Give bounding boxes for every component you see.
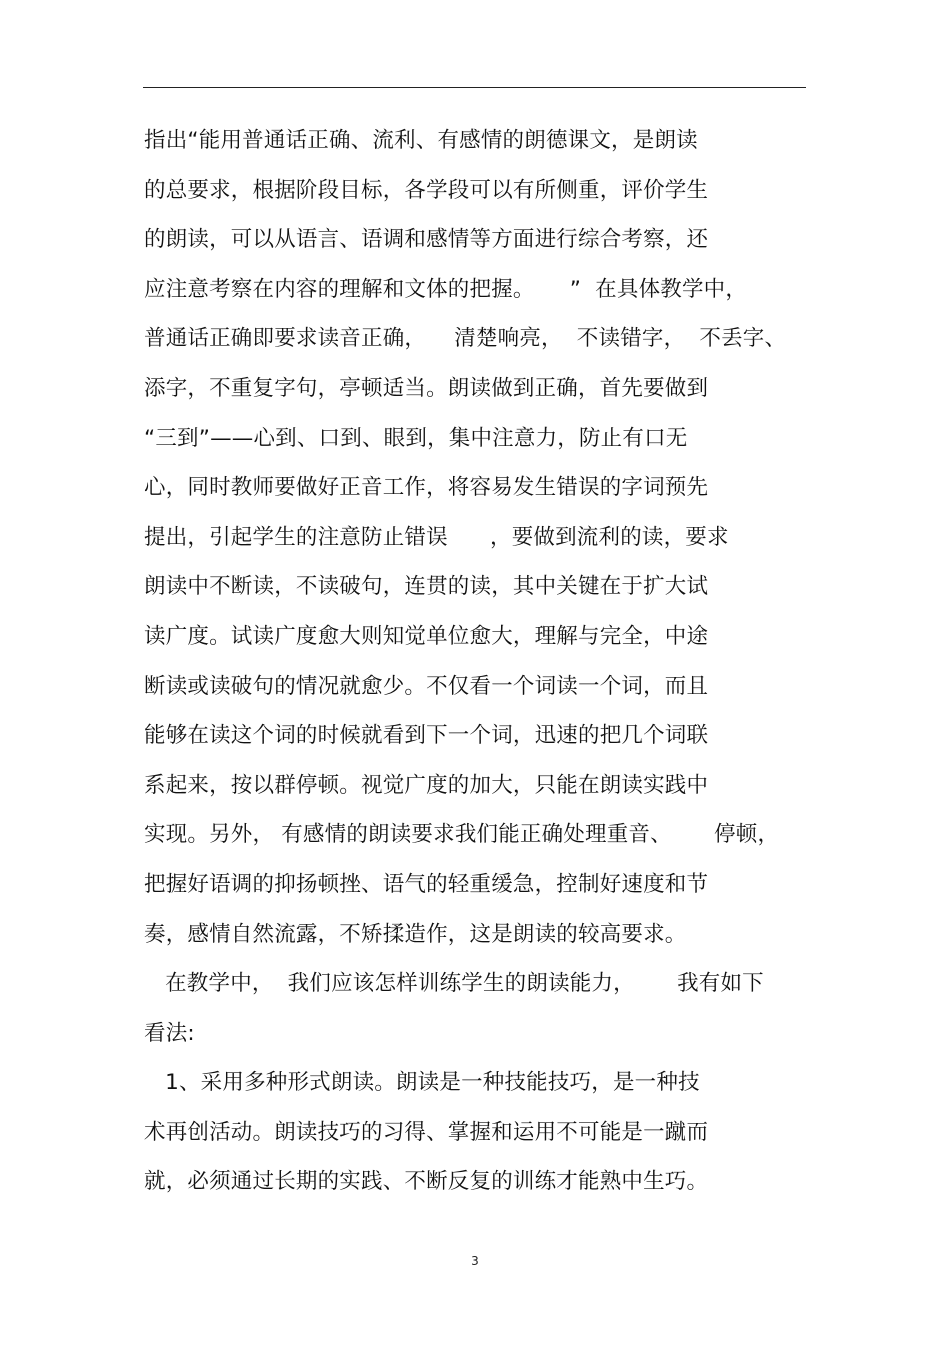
- text-line: 把握好语调的抑扬顿挫、语气的轻重缓急，控制好速度和节: [144, 871, 709, 897]
- text-line: 应注意考察在内容的理解和文体的把握。 ” 在具体教学中，: [144, 276, 748, 302]
- text-line: 系起来，按以群停顿。视觉广度的加大，只能在朗读实践中: [144, 772, 709, 798]
- text-line: 就，必须通过长期的实践、不断反复的训练才能熟中生巧。: [144, 1169, 709, 1195]
- header-rule: [143, 87, 806, 88]
- text-line: 的总要求，根据阶段目标，各学段可以有所侧重，评价学生: [144, 177, 709, 203]
- text-line: 术再创活动。朗读技巧的习得、掌握和运用不可能是一蹴而: [144, 1119, 709, 1145]
- text-line: 提出，引起学生的注意防止错误 ，要做到流利的读，要求: [144, 524, 729, 550]
- text-line: 实现。另外， 有感情的朗读要求我们能正确处理重音、 停顿，: [144, 822, 780, 848]
- text-line: 朗读中不断读，不读破句，连贯的读，其中关键在于扩大试: [144, 574, 709, 600]
- text-line: 读广度。试读广度愈大则知觉单位愈大，理解与完全，中途: [144, 623, 709, 649]
- paragraph-first-line: 1、采用多种形式朗读。朗读是一种技能技巧，是一种技: [144, 1070, 700, 1096]
- text-line: 断读或读破句的情况就愈少。不仅看一个词读一个词，而且: [144, 673, 709, 699]
- body-text: [144, 121, 814, 1212]
- text-line: 指出“能用普通话正确、流利、有感情的朗德课文，是朗读: [144, 128, 698, 153]
- text-line: 奏，感情自然流露，不矫揉造作，这是朗读的较高要求。: [144, 921, 687, 947]
- page-number: 3: [471, 1254, 479, 1268]
- text-line: 的朗读，可以从语言、语调和感情等方面进行综合考察，还: [144, 227, 709, 253]
- text-line: 看法:: [144, 1020, 195, 1046]
- text-line: 心，同时教师要做好正音工作，将容易发生错误的字词预先: [144, 475, 709, 501]
- text-line: 能够在读这个词的时候就看到下一个词，迅速的把几个词联: [144, 723, 709, 749]
- text-line: 普通话正确即要求读音正确， 清楚响亮， 不读错字， 不丢字、: [144, 326, 787, 352]
- text-line: 添字，不重复字句，亭顿适当。朗读做到正确，首先要做到: [144, 375, 709, 401]
- paragraph-first-line: 在教学中， 我们应该怎样训练学生的朗读能力， 我有如下: [144, 971, 764, 997]
- text-line: “三到”——心到、口到、眼到，集中注意力，防止有口无: [144, 425, 688, 451]
